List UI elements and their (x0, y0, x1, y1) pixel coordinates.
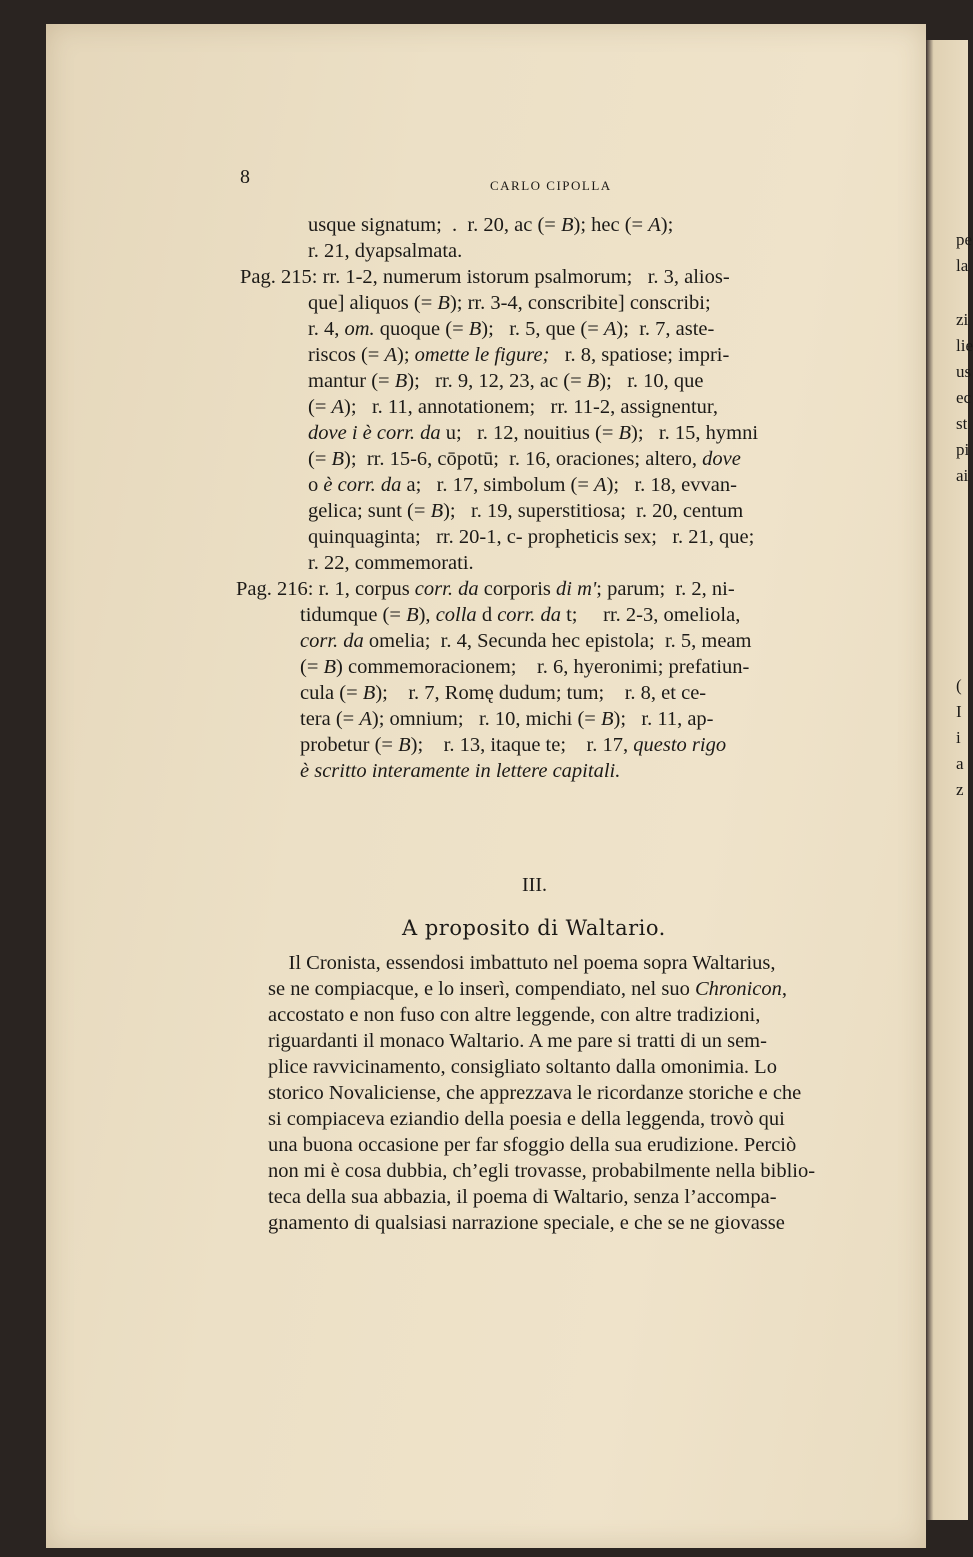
facing-page-fragment: pe (956, 230, 973, 249)
note-line: (= B) commemoracionem; r. 6, hyeronimi; prefatiun- (300, 656, 750, 678)
facing-page-edge (926, 40, 973, 1520)
text-line: Il Cronista, essendosi imbattuto nel poema sopra Waltarius, (268, 952, 776, 974)
facing-page-fragment: ( (956, 676, 962, 695)
note-line: cula (= B); r. 7, Romę dudum; tum; r. 8, et ce- (300, 682, 707, 704)
facing-page-fragment: la (956, 256, 969, 275)
note-line: o è corr. da a; r. 17, simbolum (= A); r. 18, evvan- (308, 474, 737, 496)
note-line: tidumque (= B), colla d corr. da t; rr. 2-3, omeliola, (300, 604, 741, 626)
note-line: tera (= A); omnium; r. 10, michi (= B); r. 11, ap- (300, 708, 714, 730)
text-line: accostato e non fuso con altre leggende, con altre tradizioni, (268, 1004, 761, 1026)
note-line: (= B); rr. 15-6, cōpotū; r. 16, oraciones; altero, dove (308, 448, 741, 470)
note-line: dove i è corr. da u; r. 12, nouitius (= B); r. 15, hymni (308, 422, 759, 444)
facing-page-fragment: ec (956, 388, 972, 407)
text-line: non mi è cosa dubbia, ch’egli trovasse, probabilmente nella biblio- (268, 1160, 816, 1182)
note-line: que] aliquos (= B); rr. 3-4, conscribite] conscribi; (308, 292, 711, 314)
facing-page-fragment: a (956, 754, 964, 773)
facing-page-fragment: z (956, 780, 964, 799)
text-line: gnamento di qualsiasi narrazione speciale, e che se ne giovasse (268, 1212, 785, 1234)
text-line: storico Novaliciense, che apprezzava le ricordanze storiche e che (268, 1082, 802, 1104)
facing-page-fragment: st (956, 414, 968, 433)
facing-page-fragment: ai (956, 466, 969, 485)
note-line: (= A); r. 11, annotationem; rr. 11-2, assignentur, (308, 396, 719, 418)
text-line: se ne compiacque, e lo inserì, compendiato, nel suo Chronicon, (268, 978, 788, 1000)
note-line: è scritto interamente in lettere capitali. (300, 760, 621, 782)
text-line: si compiaceva eziandio della poesia e della leggenda, trovò qui (268, 1108, 785, 1130)
facing-page-fragment: pi (956, 440, 970, 459)
note-line: quinquaginta; rr. 20-1, c- propheticis sex; r. 21, que; (308, 526, 755, 548)
text-line: riguardanti il monaco Waltario. A me pare si tratti di un sem- (268, 1030, 767, 1052)
note-line: corr. da omelia; r. 4, Secunda hec epistola; r. 5, meam (300, 630, 752, 652)
note-line: r. 22, commemorati. (308, 552, 474, 574)
note-line: gelica; sunt (= B); r. 19, superstitiosa; r. 20, centum (308, 500, 744, 522)
facing-page-fragment: i (956, 728, 961, 747)
page-number: 8 (240, 166, 250, 188)
text-line: plice ravvicinamento, consigliato soltanto dalla omonimia. Lo (268, 1056, 777, 1078)
note-line: Pag. 216: r. 1, corpus corr. da corporis di m'; parum; r. 2, ni- (236, 578, 735, 600)
note-line: r. 4, om. quoque (= B); r. 5, que (= A); r. 7, aste- (308, 318, 715, 340)
section-number: III. (522, 874, 547, 896)
running-head: CARLO CIPOLLA (490, 178, 612, 193)
note-line: probetur (= B); r. 13, itaque te; r. 17, questo rigo (300, 734, 727, 756)
text-line: teca della sua abbazia, il poema di Waltario, senza l’accompa- (268, 1186, 777, 1208)
note-line: riscos (= A); omette le figure; r. 8, spatiose; impri- (308, 344, 730, 366)
note-line: r. 21, dyapsalmata. (308, 240, 463, 262)
book-page (46, 24, 926, 1548)
facing-page-fragment: zi (956, 310, 969, 329)
note-line: usque signatum; . r. 20, ac (= B); hec (= A); (308, 214, 674, 236)
facing-page-fragment: lie (956, 336, 973, 355)
text-line: una buona occasione per far sfoggio della sua erudizione. Perciò (268, 1134, 797, 1156)
facing-page-fragment: I (956, 702, 962, 721)
note-line: mantur (= B); rr. 9, 12, 23, ac (= B); r. 10, que (308, 370, 704, 392)
note-line: Pag. 215: rr. 1-2, numerum istorum psalmorum; r. 3, alios- (240, 266, 730, 288)
section-title: A proposito di Waltario. (402, 916, 666, 940)
facing-page-fragment: us (956, 362, 972, 381)
